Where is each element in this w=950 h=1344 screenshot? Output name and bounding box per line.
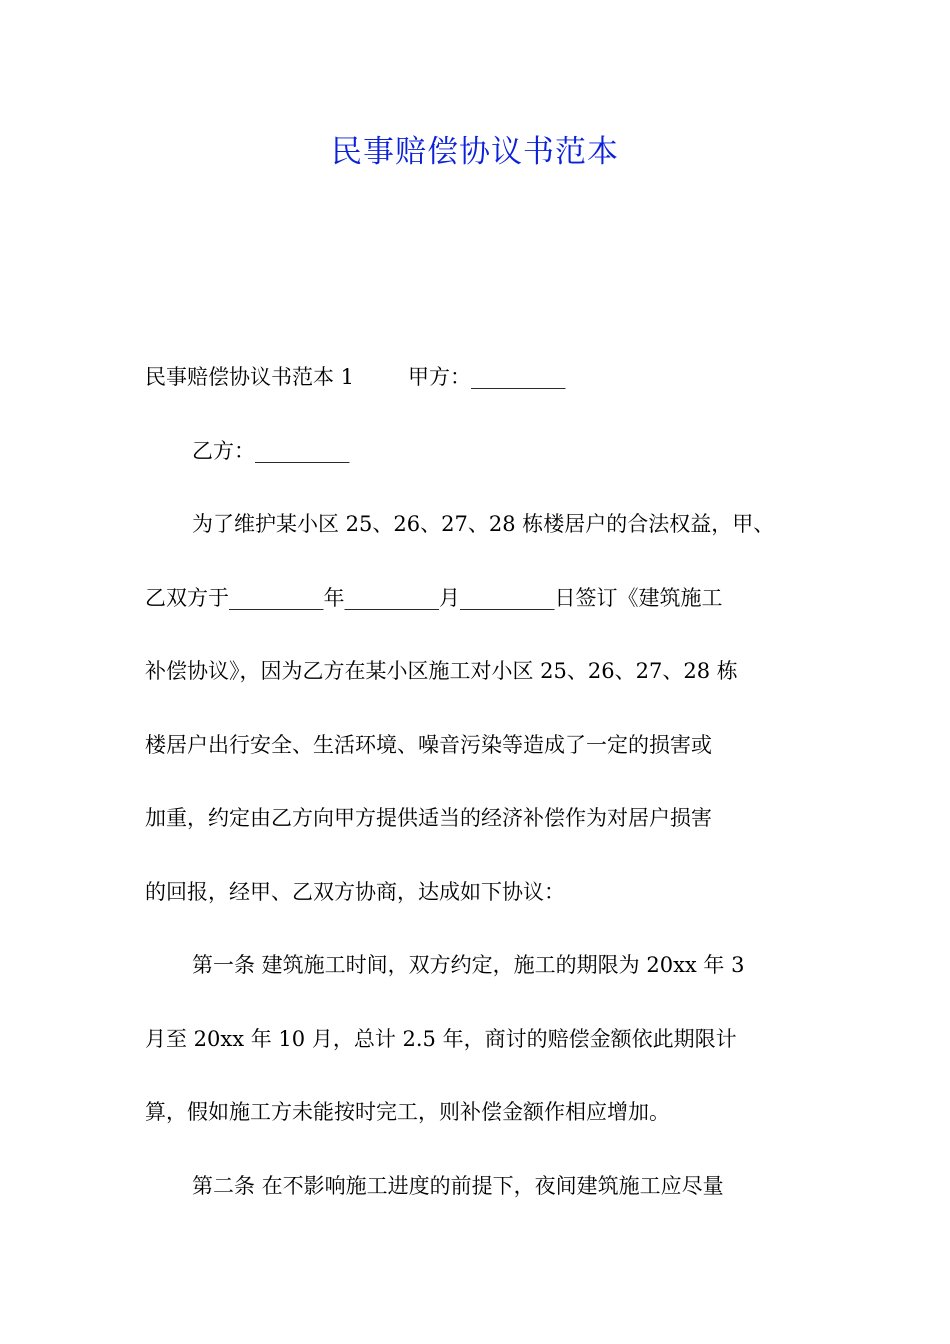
document-line: 乙双方于_________年_________月_________日签订《建筑施工: [145, 585, 723, 610]
document-line: 加重，约定由乙方向甲方提供适当的经济补偿作为对居户损害: [145, 806, 712, 830]
document-line: 的回报，经甲、乙双方协商，达成如下协议：: [145, 879, 565, 904]
document-line: 算，假如施工方未能按时完工，则补偿金额作相应增加。: [145, 1100, 670, 1124]
document-line: 乙方：_________: [192, 438, 350, 463]
document-line: 第一条 建筑施工时间，双方约定，施工的期限为 20xx 年 3: [192, 953, 745, 977]
document-line: 补偿协议》，因为乙方在某小区施工对小区 25、26、27、28 栋: [145, 659, 738, 683]
document-line: 第二条 在不影响施工进度的前提下，夜间建筑施工应尽量: [192, 1173, 724, 1198]
party-a-field: 甲方：_________: [408, 365, 566, 389]
document-line: 楼居户出行安全、生活环境、噪音污染等造成了一定的损害或: [145, 732, 712, 757]
document-body: [145, 341, 815, 1223]
document-line: [145, 341, 815, 415]
document-line: 为了维护某小区 25、26、27、28 栋楼居户的合法权益，甲、: [192, 512, 775, 536]
document-title: 民事赔偿协议书范本: [331, 134, 619, 170]
document-line-text: 民事赔偿协议书范本 1: [145, 365, 355, 389]
document-line: 月至 20xx 年 10 月，总计 2.5 年，商讨的赔偿金额依此期限计: [145, 1026, 737, 1051]
